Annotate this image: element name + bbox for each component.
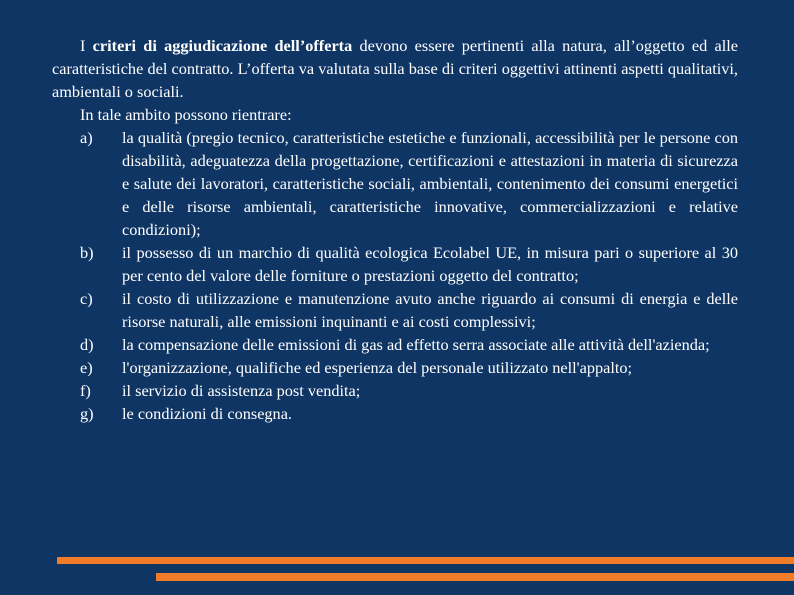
item-text: la qualità (pregio tecnico, caratteristiche estetiche e funzionali, accessibilità per le persone con disabilità, adeguatezza della progettazione, certificazioni e attestazioni in materia di sicurezza e salute dei lavoratori, caratteristiche sociali, ambientali, contenimento dei consumi energetici e delle risorse ambientali, caratteristiche innovative, commercializzazioni e relative condizioni); [122, 128, 738, 239]
list-item [52, 333, 738, 356]
item-marker: g) [80, 404, 94, 423]
decorative-bar-top [57, 557, 794, 564]
list-item [52, 356, 738, 379]
list-item [52, 402, 738, 425]
item-text: la compensazione delle emissioni di gas ad effetto serra associate alle attività dell'azienda; [122, 335, 710, 354]
item-text: il costo di utilizzazione e manutenzione avuto anche riguardo ai consumi di energia e delle risorse naturali, alle emissioni inquinanti e ai costi complessivi; [122, 289, 738, 331]
list-lead: In tale ambito possono rientrare: [80, 105, 292, 124]
item-marker: b) [80, 243, 94, 262]
item-marker: f) [80, 381, 91, 400]
item-text: le condizioni di consegna. [122, 404, 292, 423]
intro-bold-term: criteri di aggiudicazione dell’offerta [92, 36, 353, 55]
intro-paragraph [52, 34, 738, 103]
item-text: il servizio di assistenza post vendita; [122, 381, 361, 400]
item-text: l'organizzazione, qualifiche ed esperienza del personale utilizzato nell'appalto; [122, 358, 633, 377]
item-marker: c) [80, 289, 93, 308]
criteria-list [52, 126, 738, 425]
list-item [52, 241, 738, 287]
list-item [52, 126, 738, 241]
intro-prefix: I [80, 36, 93, 55]
intro-rest: devono essere pertinenti alla natura, all’oggetto ed alle caratteristiche del contratto. L’offerta va valutata sulla base di criteri oggettivi attinenti aspetti qualitativi, ambientali o sociali. [52, 36, 738, 101]
decorative-bar-bottom [156, 573, 794, 581]
item-marker: e) [80, 358, 93, 377]
slide-body [52, 34, 738, 425]
list-item [52, 287, 738, 333]
item-marker: d) [80, 335, 94, 354]
list-item [52, 379, 738, 402]
item-text: il possesso di un marchio di qualità ecologica Ecolabel UE, in misura pari o superiore al 30 per cento del valore delle forniture o prestazioni oggetto del contratto; [122, 243, 738, 285]
item-marker: a) [80, 128, 93, 147]
